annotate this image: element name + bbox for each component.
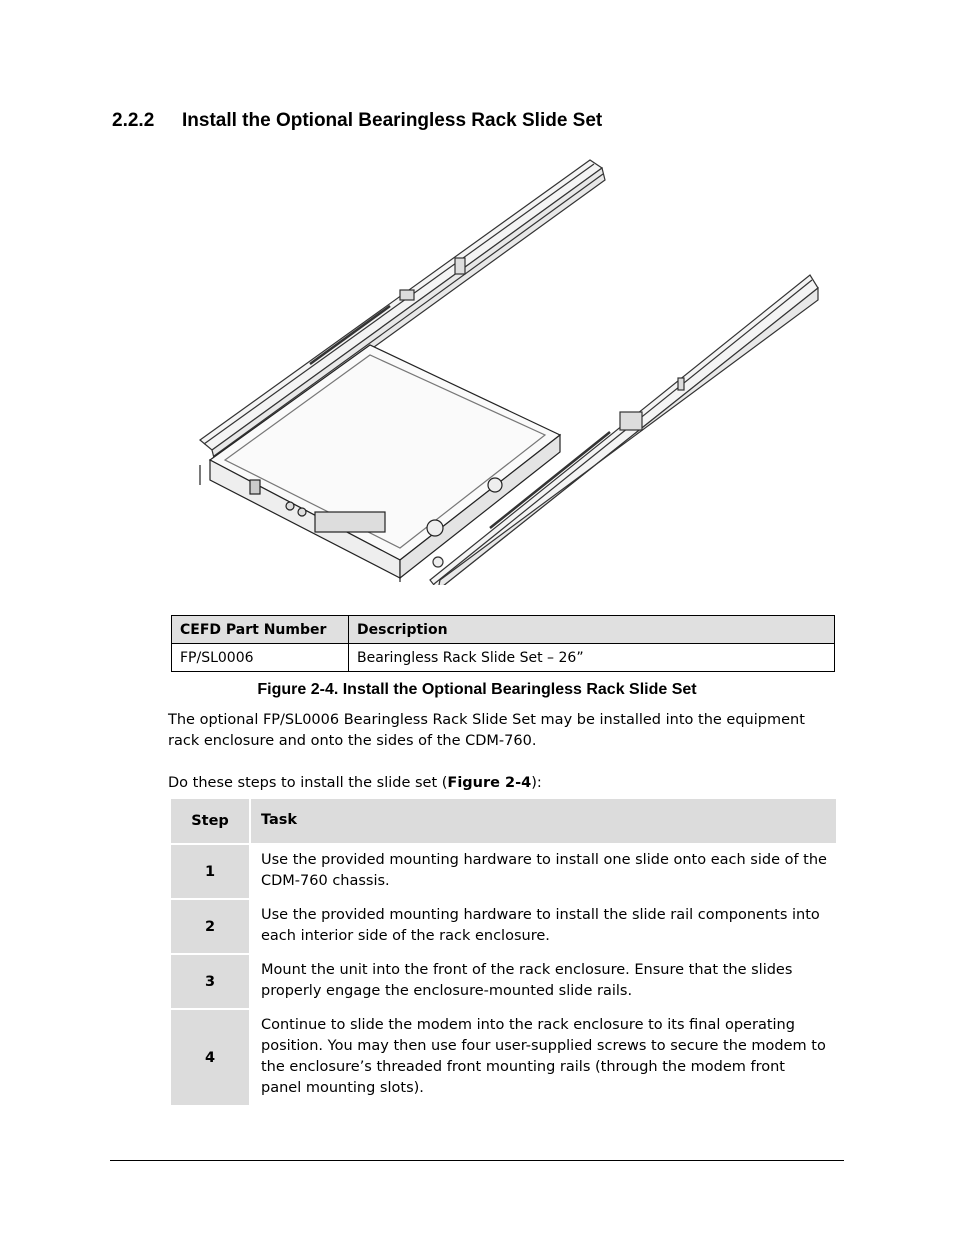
steps-table (169, 797, 838, 1107)
part-number-cell: FP/SL0006 (172, 644, 349, 672)
modem-chassis (200, 345, 560, 582)
step-task: Use the provided mounting hardware to install the slide rail components into each interior side of the rack enclosure. (261, 907, 820, 944)
table-row (172, 644, 835, 672)
steps-header-step: Step (171, 799, 249, 843)
step-task: Continue to slide the modem into the rack enclosure to its final operating position. You may then use four user-supplied screws to secure the modem to the enclosure’s threaded front mounting rails (through the modem front panel mounting slots). (261, 1017, 826, 1096)
section-heading (112, 110, 602, 132)
parts-header-part-number: CEFD Part Number (172, 616, 349, 644)
footer-divider (110, 1160, 844, 1161)
parts-table (171, 615, 835, 672)
step-number: 1 (171, 845, 249, 898)
step-number: 4 (171, 1010, 249, 1105)
step-task: Mount the unit into the front of the rack enclosure. Ensure that the slides properly engage the enclosure-mounted slide rails. (261, 962, 793, 999)
step-number: 2 (171, 900, 249, 953)
step-task: Use the provided mounting hardware to install one slide onto each side of the CDM-760 chassis. (261, 852, 827, 889)
steps-intro (168, 773, 838, 794)
figure-reference-link[interactable]: Figure 2-4 (447, 775, 532, 791)
intro-paragraph: The optional FP/SL0006 Bearingless Rack Slide Set may be installed into the equipment rack enclosure and onto the sides of the CDM-760. (168, 712, 805, 749)
rack-slide-illustration (190, 150, 830, 585)
table-row (171, 955, 836, 1008)
description-cell: Bearingless Rack Slide Set – 26” (349, 644, 835, 672)
steps-header-row (171, 799, 836, 843)
table-row (171, 1010, 836, 1105)
steps-header-task: Task (251, 799, 836, 843)
step-number: 3 (171, 955, 249, 1008)
parts-header-description: Description (349, 616, 835, 644)
table-row (171, 845, 836, 898)
table-row (171, 900, 836, 953)
section-title: Install the Optional Bearingless Rack Slide Set (182, 110, 603, 131)
steps-intro-text: Do these steps to install the slide set ( (168, 775, 448, 791)
section-number: 2.2.2 (112, 110, 155, 131)
parts-header-row (172, 616, 835, 644)
steps-intro-end: ): (531, 775, 542, 791)
figure-caption: Figure 2-4. Install the Optional Bearingless Rack Slide Set (257, 681, 697, 698)
